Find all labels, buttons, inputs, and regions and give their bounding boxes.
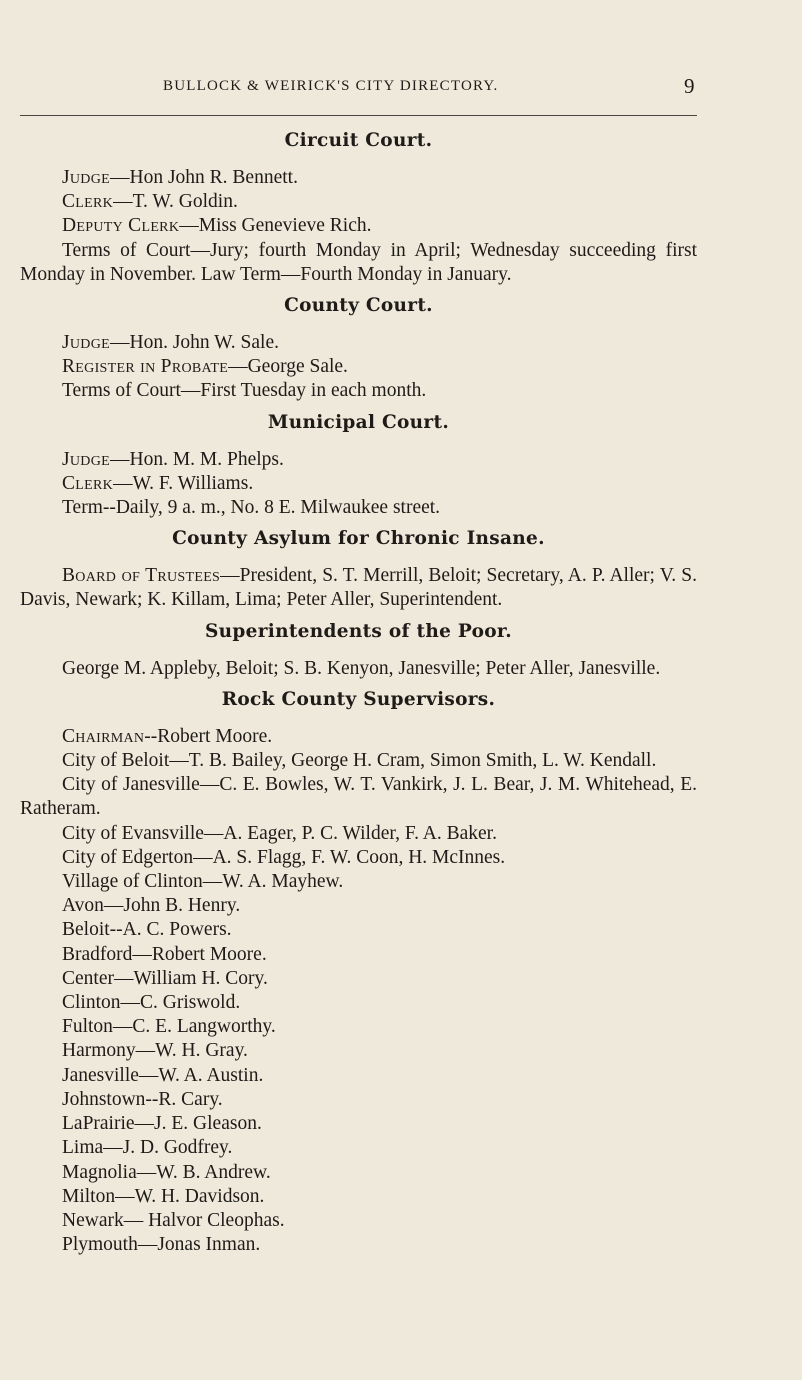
entry-text: —T. W. Goldin. (113, 191, 238, 213)
entry-text: Terms of Court—First Tuesday in each month. (62, 380, 427, 402)
section-rock-county-supervisors (20, 685, 697, 1257)
supervisor-entry (20, 1136, 697, 1160)
entry-label: Judge (62, 332, 110, 354)
supervisor-entry (20, 1185, 697, 1209)
entry-clerk (20, 472, 697, 496)
section-title: Superintendents of the Poor. (205, 620, 512, 642)
running-head (0, 76, 802, 100)
entry-text: --Robert Moore. (144, 725, 273, 747)
supervisor-entry (20, 943, 697, 967)
entry-judge (20, 331, 697, 355)
entry-text: City of Janesville—C. E. Bowles, W. T. Vankirk, J. L. Bear, J. M. Whitehead, E. Ratheram. (20, 774, 697, 820)
entry-text: Terms of Court—Jury; fourth Monday in April; Wednesday succeeding first Monday in November. Law Term—Fourth Monday in January. (20, 239, 697, 285)
entry-terms (20, 379, 697, 403)
section-circuit-court (20, 126, 697, 287)
entry-text: Johnstown--R. Cary. (62, 1088, 223, 1110)
entry-board-of-trustees (20, 564, 697, 612)
entry-text: Fulton—C. E. Langworthy. (62, 1016, 276, 1038)
entry-text: LaPrairie—J. E. Gleason. (62, 1113, 262, 1135)
supervisor-entry (20, 1064, 697, 1088)
page-number: 9 (684, 74, 695, 98)
entry-superintendents (20, 657, 697, 681)
entry-text: Bradford—Robert Moore. (62, 943, 267, 965)
entry-label: Chairman (62, 725, 145, 747)
supervisor-entry (20, 822, 697, 846)
entry-label: Clerk (62, 472, 114, 494)
entry-label: Deputy Clerk (62, 215, 180, 237)
entry-register (20, 355, 697, 379)
header-rule (20, 115, 697, 116)
entry-text: George M. Appleby, Beloit; S. B. Kenyon, Janesville; Peter Aller, Janesville. (62, 657, 661, 679)
section-county-asylum (20, 524, 697, 612)
section-superintendents-poor (20, 617, 697, 681)
supervisor-entry (20, 991, 697, 1015)
entry-text: —W. F. Williams. (113, 472, 254, 494)
entry-text: Harmony—W. H. Gray. (62, 1040, 248, 1062)
entry-text: Lima—J. D. Godfrey. (62, 1137, 233, 1159)
entry-text: City of Evansville—A. Eager, P. C. Wilder, F. A. Baker. (62, 822, 497, 844)
entry-judge (20, 448, 697, 472)
supervisor-entry (20, 773, 697, 821)
entry-clerk (20, 190, 697, 214)
entry-judge (20, 166, 697, 190)
page-content (20, 126, 697, 1257)
entry-term (20, 496, 697, 520)
supervisor-entry (20, 870, 697, 894)
supervisor-entry (20, 1088, 697, 1112)
section-title: County Asylum for Chronic Insane. (172, 528, 545, 550)
entry-text: Janesville—W. A. Austin. (62, 1064, 264, 1086)
supervisor-entry (20, 1015, 697, 1039)
supervisor-entry (20, 846, 697, 870)
entry-label: Board of Trustees (62, 565, 221, 587)
section-title: County Court. (284, 295, 433, 317)
supervisor-entry (20, 894, 697, 918)
supervisor-entry (20, 967, 697, 991)
entry-text: Avon—John B. Henry. (62, 895, 241, 917)
entry-label: Register in Probate (62, 356, 229, 378)
entry-text: —President, S. T. Merrill, Beloit; Secretary, A. P. Aller; V. S. Davis, Newark; K. Killam, Lima; Peter Aller, Superintendent. (20, 565, 697, 611)
entry-chairman (20, 725, 697, 749)
entry-deputy-clerk (20, 214, 697, 238)
running-title: BULLOCK & WEIRICK'S CITY DIRECTORY. (163, 78, 499, 94)
supervisor-entry (20, 1112, 697, 1136)
entry-text: Milton—W. H. Davidson. (62, 1185, 265, 1207)
entry-label: Clerk (62, 191, 114, 213)
section-municipal-court (20, 408, 697, 521)
entry-text: City of Edgerton—A. S. Flagg, F. W. Coon, H. McInnes. (62, 846, 506, 868)
section-county-court (20, 291, 697, 404)
entry-text: —George Sale. (228, 356, 348, 378)
entry-text: Village of Clinton—W. A. Mayhew. (62, 871, 344, 893)
entry-text: Center—William H. Cory. (62, 967, 268, 989)
entry-text: —Hon. M. M. Phelps. (109, 448, 284, 470)
supervisor-entry (20, 1233, 697, 1257)
entry-text: City of Beloit—T. B. Bailey, George H. Cram, Simon Smith, L. W. Kendall. (62, 750, 657, 772)
section-title: Municipal Court. (267, 411, 450, 433)
supervisor-entry (20, 1039, 697, 1063)
entry-text: Beloit--A. C. Powers. (62, 919, 232, 941)
entry-text: Magnolia—W. B. Andrew. (62, 1161, 271, 1183)
supervisor-entry (20, 749, 697, 773)
entry-text: —Hon. John W. Sale. (109, 332, 279, 354)
entry-text: Term--Daily, 9 a. m., No. 8 E. Milwaukee street. (62, 497, 441, 519)
section-title: Rock County Supervisors. (221, 688, 496, 710)
entry-label: Judge (62, 448, 110, 470)
entry-text: —Hon John R. Bennett. (109, 167, 298, 188)
section-title: Circuit Court. (284, 130, 433, 151)
supervisor-entry (20, 1209, 697, 1233)
entry-text: —Miss Genevieve Rich. (179, 215, 372, 237)
entry-label: Judge (62, 167, 110, 188)
entry-text: Plymouth—Jonas Inman. (62, 1234, 261, 1256)
supervisor-entry (20, 918, 697, 942)
entry-text: Newark— Halvor Cleophas. (62, 1209, 285, 1231)
supervisor-entry (20, 1161, 697, 1185)
entry-terms (20, 239, 697, 287)
entry-text: Clinton—C. Griswold. (62, 992, 241, 1014)
